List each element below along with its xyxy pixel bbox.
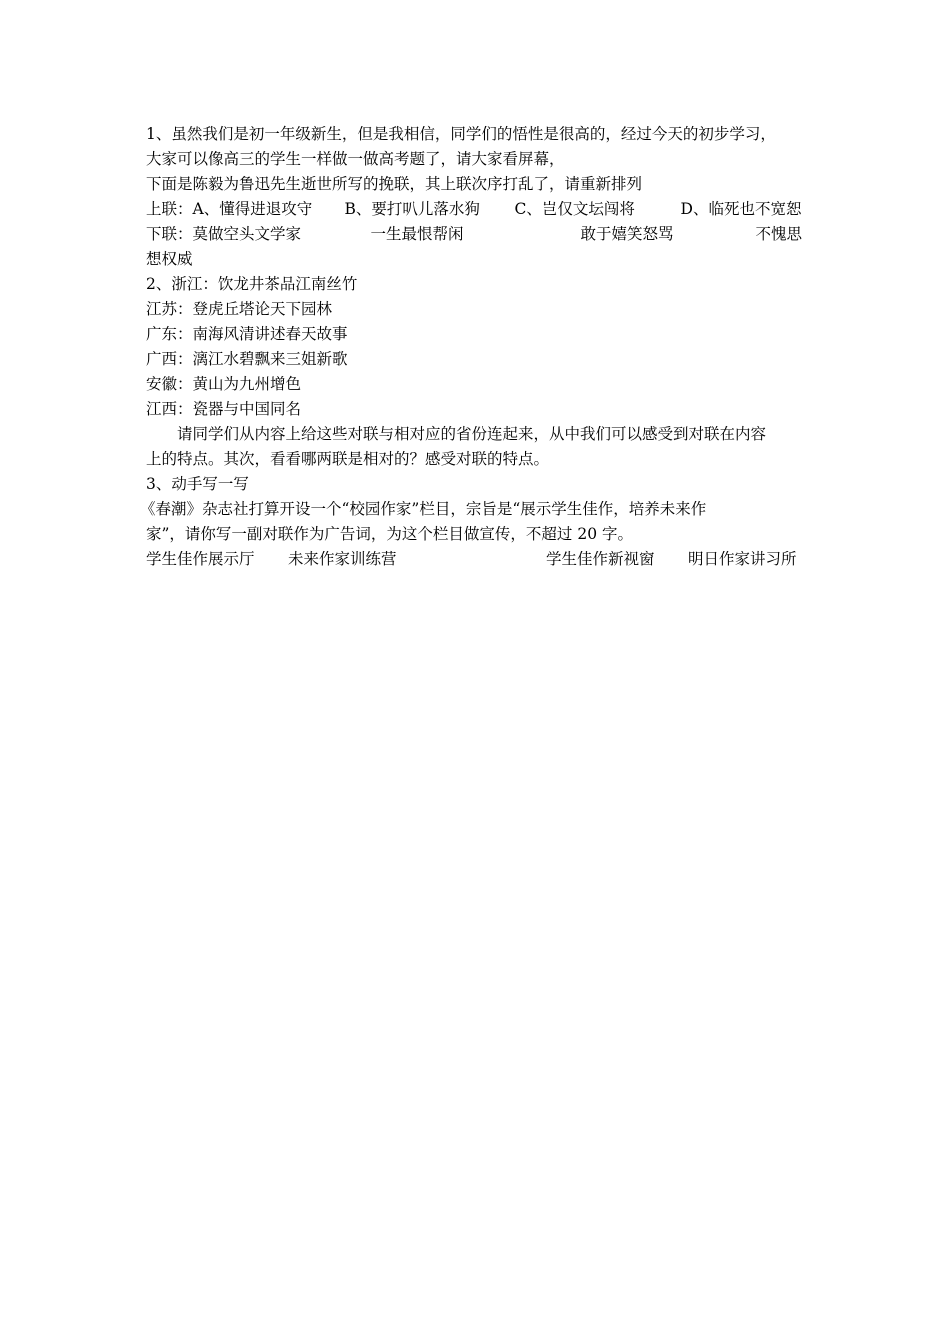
document-body [140, 122, 836, 572]
upper-option-d: D、临死也不宽恕 [680, 200, 802, 218]
lower-option-1: 莫做空头文学家 [192, 225, 302, 243]
upper-couplet-label: 上联： [146, 200, 193, 218]
couplet-jiangsu: 江苏：登虎丘塔论天下园林 [146, 300, 333, 318]
lower-option-3: 敢于嬉笑怒骂 [580, 225, 674, 243]
upper-option-a: A、懂得进退攻守 [192, 200, 313, 218]
answer-4: 明日作家讲习所 [688, 550, 797, 568]
answer-3: 学生佳作新视窗 [546, 550, 655, 568]
q3-heading: 3、动手写一写 [146, 475, 249, 493]
answer-2: 未来作家训练营 [288, 550, 397, 568]
couplet-guangxi: 广西：漓江水碧飘来三姐新歌 [146, 350, 348, 368]
q2-instruction-line-2: 上的特点。其次，看看哪两联是相对的？感受对联的特点。 [146, 450, 550, 468]
couplet-anhui: 安徽：黄山为九州增色 [146, 375, 302, 393]
q1-line-1: 1、虽然我们是初一年级新生，但是我相信，同学们的悟性是很高的，经过今天的初步学习， [146, 125, 776, 143]
lower-option-4: 不愧思 [755, 225, 803, 243]
lower-couplet-label: 下联： [146, 225, 193, 243]
couplet-jiangxi: 江西：瓷器与中国同名 [146, 400, 302, 418]
upper-couplet-row [146, 197, 836, 222]
upper-option-c: C、岂仅文坛闯将 [514, 200, 635, 218]
q1-line-2: 大家可以像高三的学生一样做一做高考题了，请大家看屏幕， [146, 150, 565, 168]
answer-row [146, 547, 836, 572]
lower-couplet-continuation: 想权威 [146, 250, 193, 268]
q3-prompt-line-1: 《春潮》杂志社打算开设一个“校园作家”栏目，宗旨是“展示学生佳作，培养未来作 [140, 500, 707, 518]
couplet-zhejiang: 2、浙江：饮龙井茶品江南丝竹 [146, 275, 358, 293]
q1-line-3: 下面是陈毅为鲁迅先生逝世所写的挽联，其上联次序打乱了，请重新排列 [146, 175, 643, 193]
q2-instruction-line-1: 请同学们从内容上给这些对联与相对应的省份连起来，从中我们可以感受到对联在内容 [177, 425, 767, 443]
q3-prompt-line-2: 家”，请你写一副对联作为广告词，为这个栏目做宣传，不超过 20 字。 [146, 525, 634, 543]
answer-1: 学生佳作展示厅 [146, 550, 255, 568]
lower-option-2: 一生最恨帮闲 [370, 225, 464, 243]
lower-couplet-row [146, 222, 836, 247]
couplet-guangdong: 广东：南海风清讲述春天故事 [146, 325, 348, 343]
upper-option-b: B、要打叭儿落水狗 [344, 200, 480, 218]
